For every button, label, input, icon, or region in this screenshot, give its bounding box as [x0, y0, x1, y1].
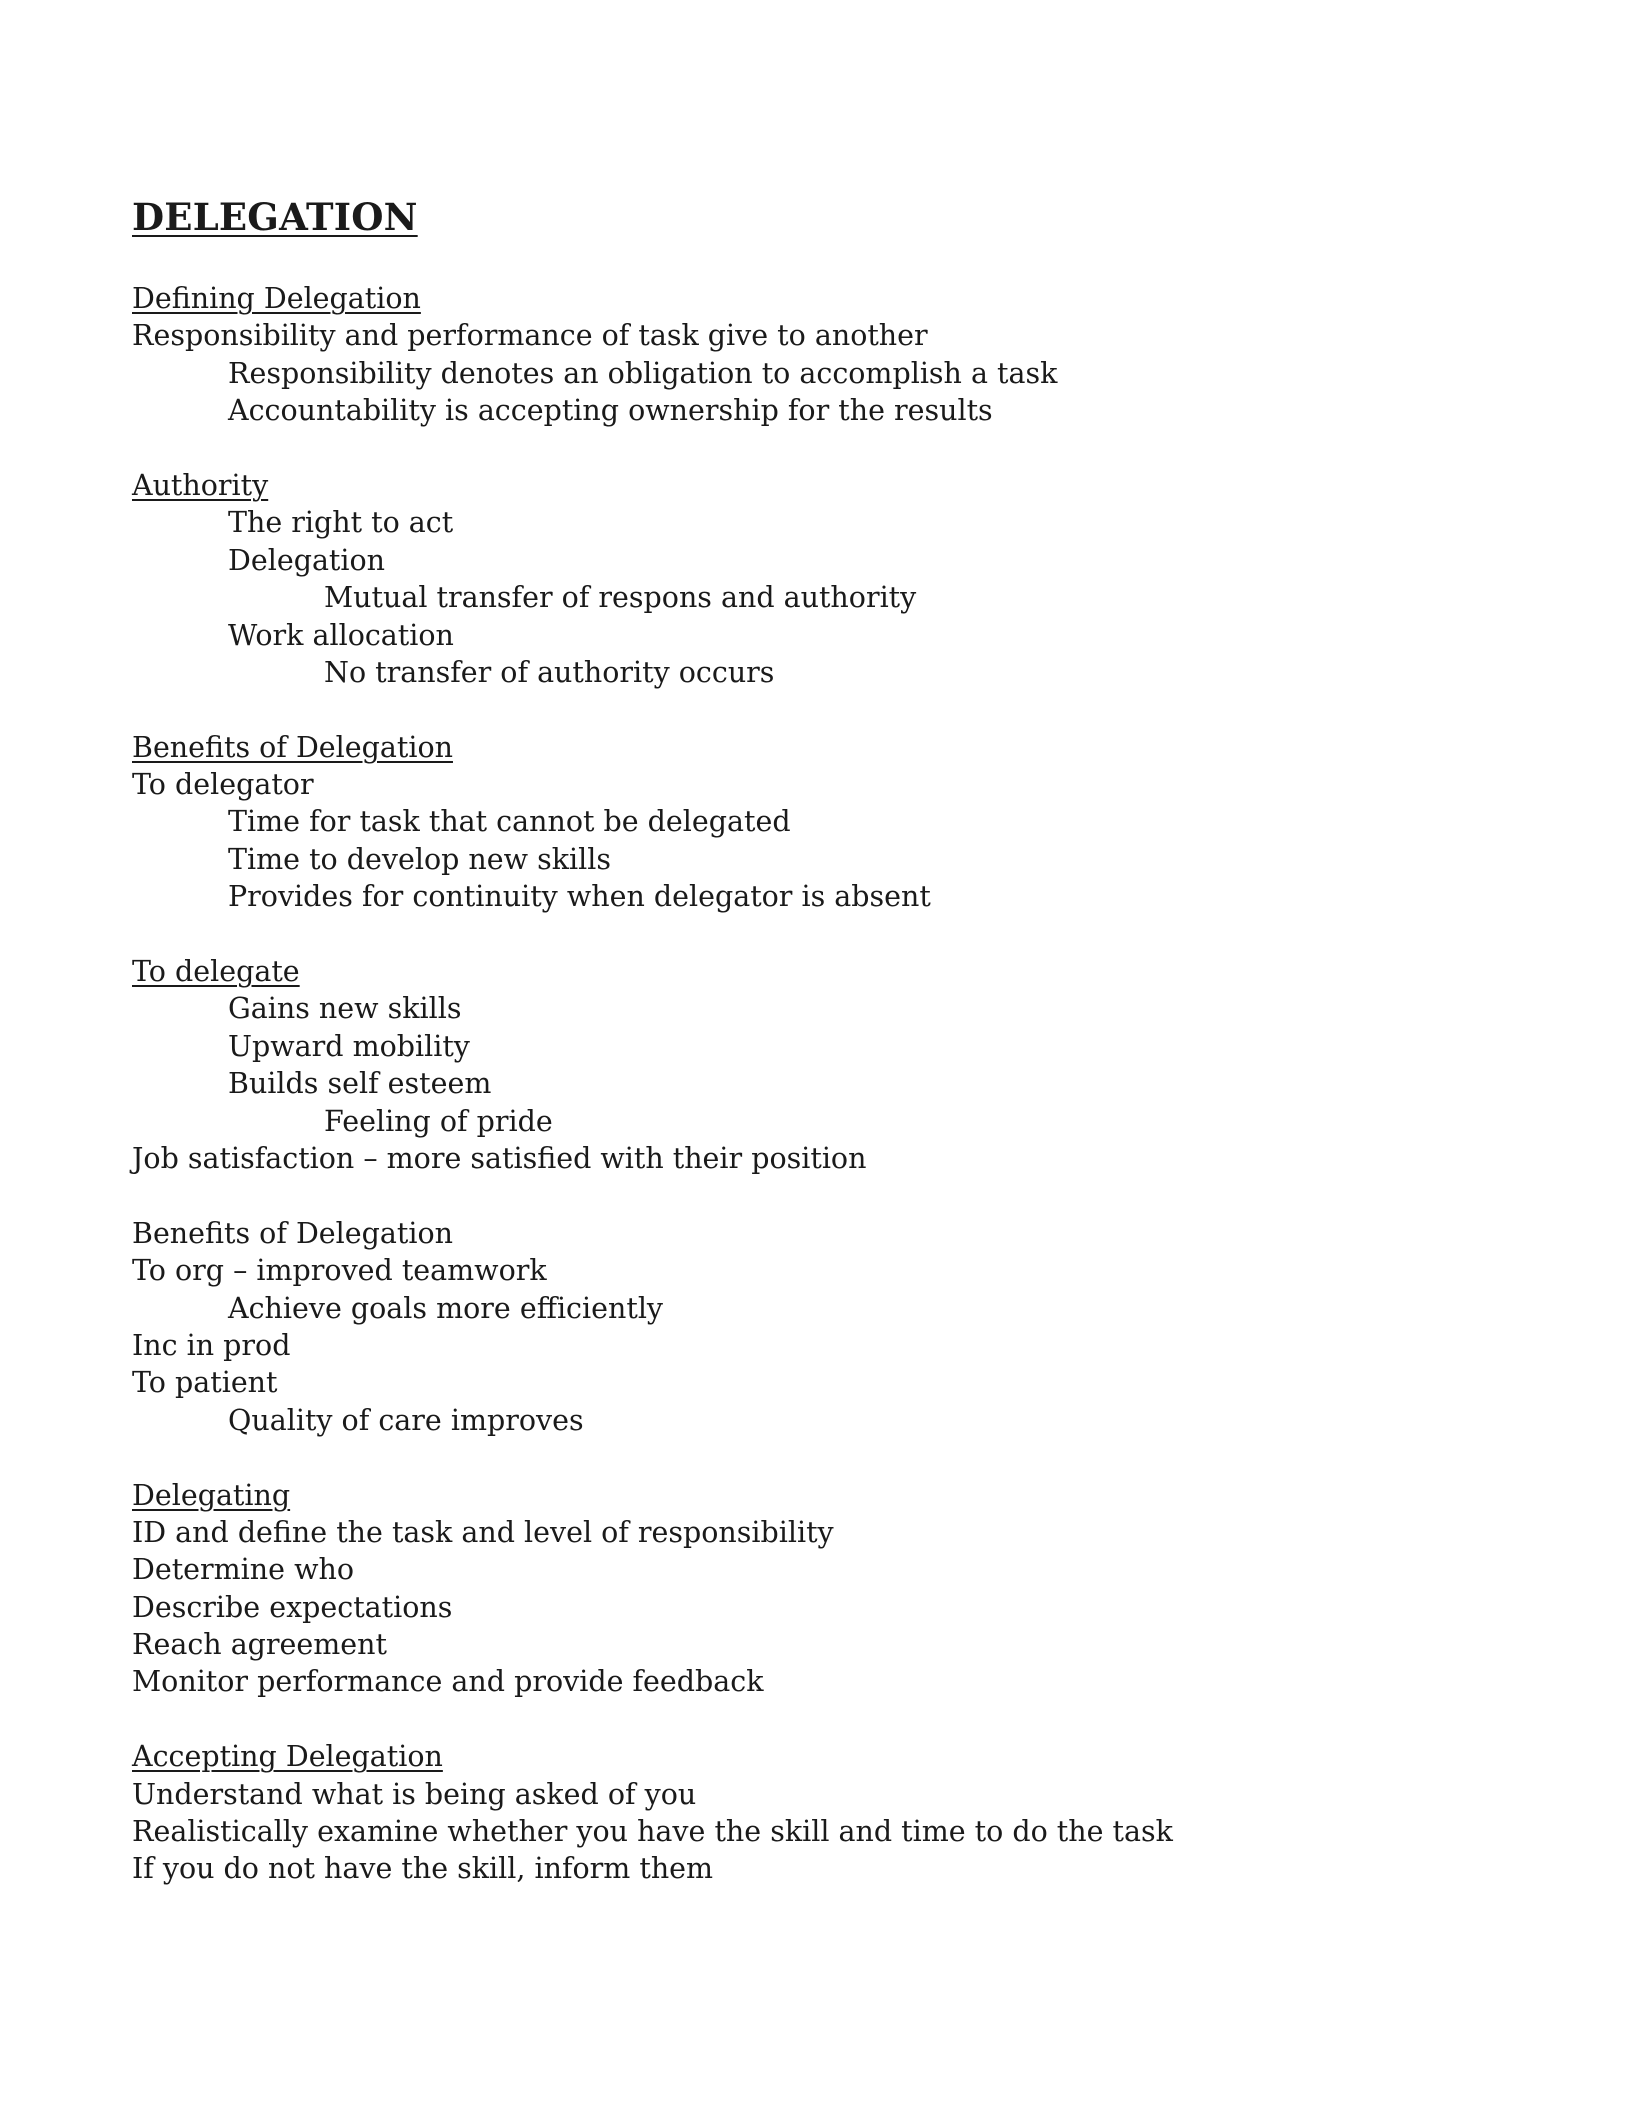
outline-line	[132, 1103, 1173, 1140]
outline-line-text: Gains new skills	[228, 992, 462, 1026]
outline-line	[132, 1626, 1173, 1663]
outline-line	[132, 990, 1173, 1027]
outline-line-text: Provides for continuity when delegator is absent	[228, 880, 931, 914]
outline-line	[132, 1663, 1173, 1700]
outline-line	[132, 1028, 1173, 1065]
outline-line	[132, 1215, 1173, 1252]
outline-line-text: Mutual transfer of respons and authority	[324, 581, 917, 615]
section-heading-text: Authority	[132, 468, 269, 502]
document-title: DELEGATION	[132, 195, 418, 239]
blank-line	[132, 430, 1173, 467]
outline-line	[132, 1589, 1173, 1626]
outline-line-text: Monitor performance and provide feedback	[132, 1665, 764, 1699]
outline-line-text: No transfer of authority occurs	[324, 655, 775, 689]
blank-line	[132, 1439, 1173, 1476]
outline-line	[132, 392, 1173, 429]
outline-line-text: Work allocation	[228, 618, 454, 652]
outline-line-text: Responsibility denotes an obligation to accomplish a task	[228, 356, 1058, 390]
outline-line-text: Feeling of pride	[324, 1104, 553, 1138]
outline-line-text: Benefits of Delegation	[132, 1216, 453, 1250]
outline-line	[132, 1140, 1173, 1177]
outline-line-text: Delegation	[228, 543, 386, 577]
outline-line	[132, 1514, 1173, 1551]
outline-line	[132, 542, 1173, 579]
outline-line	[132, 1813, 1173, 1850]
outline-line-text: Upward mobility	[228, 1029, 470, 1063]
outline-line-text: To delegator	[132, 768, 314, 802]
outline-line	[132, 504, 1173, 541]
outline-line-text: Reach agreement	[132, 1628, 387, 1662]
section-heading-text: To delegate	[132, 955, 300, 989]
outline-line-text: Time for task that cannot be delegated	[228, 805, 791, 839]
outline-line-text: Job satisfaction – more satisfied with their position	[132, 1141, 867, 1175]
outline-line	[132, 1776, 1173, 1813]
section-heading-text: Delegating	[132, 1478, 291, 1512]
outline-line-text: Describe expectations	[132, 1590, 453, 1624]
section-heading	[132, 1738, 1173, 1775]
section-heading	[132, 729, 1173, 766]
outline-line-text: Determine who	[132, 1553, 354, 1587]
document-body	[132, 280, 1173, 1888]
outline-line	[132, 803, 1173, 840]
blank-line	[132, 1701, 1173, 1738]
section-heading-text: Accepting Delegation	[132, 1740, 443, 1774]
outline-line-text: Responsibility and performance of task give to another	[132, 319, 928, 353]
outline-line	[132, 1065, 1173, 1102]
outline-line	[132, 355, 1173, 392]
section-heading-text: Benefits of Delegation	[132, 730, 453, 764]
outline-line	[132, 1252, 1173, 1289]
section-heading	[132, 467, 1173, 504]
blank-line	[132, 916, 1173, 953]
outline-line-text: Understand what is being asked of you	[132, 1777, 697, 1811]
outline-line-text: Quality of care improves	[228, 1403, 584, 1437]
outline-line-text: To org – improved teamwork	[132, 1254, 547, 1288]
section-heading	[132, 953, 1173, 990]
outline-line	[132, 1850, 1173, 1887]
outline-line-text: If you do not have the skill, inform them	[132, 1852, 714, 1886]
outline-line	[132, 1551, 1173, 1588]
outline-line-text: Realistically examine whether you have the skill and time to do the task	[132, 1815, 1173, 1849]
outline-line	[132, 1364, 1173, 1401]
outline-line-text: The right to act	[228, 506, 454, 540]
outline-line-text: Achieve goals more efficiently	[228, 1291, 664, 1325]
blank-line	[132, 1177, 1173, 1214]
outline-line-text: Builds self esteem	[228, 1067, 492, 1101]
outline-line-text: To patient	[132, 1366, 278, 1400]
outline-line	[132, 317, 1173, 354]
outline-line-text: ID and define the task and level of responsibility	[132, 1515, 834, 1549]
outline-line	[132, 617, 1173, 654]
outline-line	[132, 841, 1173, 878]
blank-line	[132, 691, 1173, 728]
outline-line-text: Time to develop new skills	[228, 842, 611, 876]
section-heading	[132, 280, 1173, 317]
outline-line-text: Accountability is accepting ownership for the results	[228, 394, 993, 428]
outline-line	[132, 766, 1173, 803]
outline-line	[132, 1327, 1173, 1364]
section-heading-text: Defining Delegation	[132, 282, 421, 315]
outline-line	[132, 654, 1173, 691]
outline-line-text: Inc in prod	[132, 1328, 291, 1362]
outline-line	[132, 878, 1173, 915]
outline-line	[132, 1402, 1173, 1439]
section-heading	[132, 1477, 1173, 1514]
outline-line	[132, 579, 1173, 616]
outline-line	[132, 1290, 1173, 1327]
